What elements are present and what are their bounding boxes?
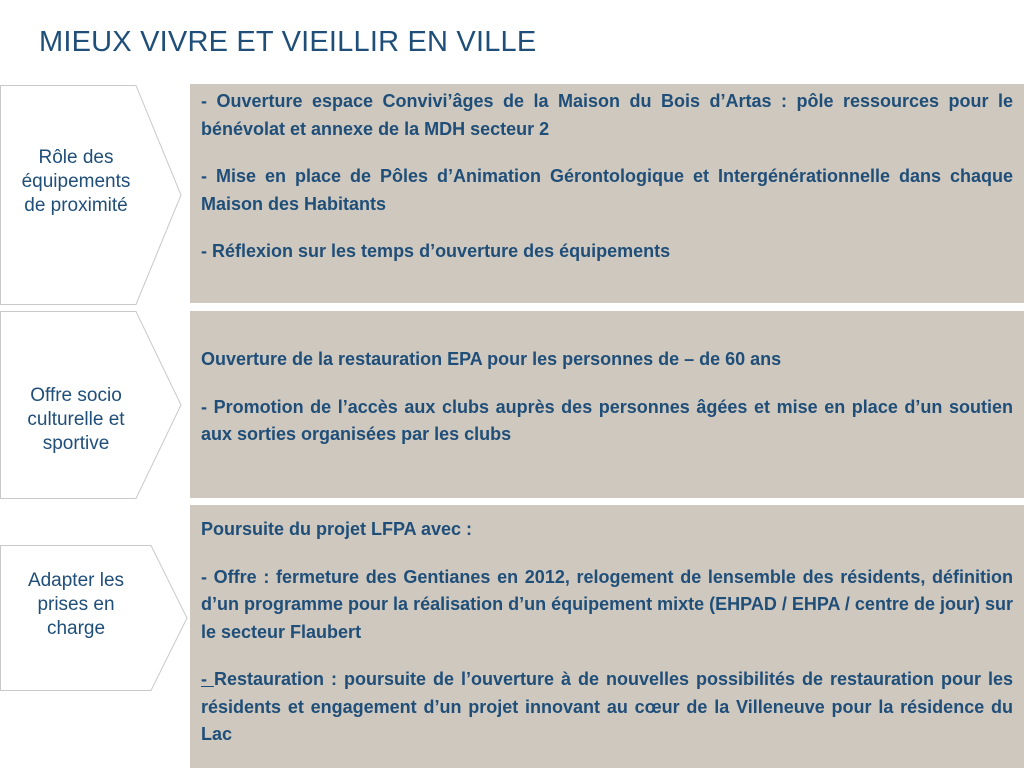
label-line: Rôle des [38,147,114,168]
label-line: culturelle et [27,409,125,430]
bullet-item: - Réflexion sur les temps d’ouverture des équipements [201,241,671,261]
section-label-adapter [0,569,152,641]
panel-equipements [190,84,1024,303]
page-title: MIEUX VIVRE ET VIEILLIR EN VILLE [39,26,537,58]
label-line: charge [46,618,106,639]
bullet-item: - Ouverture espace Convivi’âges de la Maison du Bois d’Artas : pôle ressources pour le bénévolat et annexe de la MDH secteur 2 [201,91,1013,139]
label-line: sportive [42,433,110,454]
panel-offre [190,311,1024,498]
bullet-item: - Offre : fermeture des Gentianes en 2012, relogement de lensemble des résidents, définition d’un programme pour la réalisation d’un équipement mixte (EHPAD / EHPA / centre de jour) sur le secteur Flaubert [201,566,1013,642]
bullet-item: Ouverture de la restauration EPA pour les personnes de – de 60 ans [201,349,782,369]
label-line: prises en [37,594,115,615]
label-line: Offre socio [30,385,122,406]
bullet-item: - Mise en place de Pôles d’Animation Gérontologique et Intergénérationnelle dans chaque Maison des Habitants [201,166,1013,214]
label-line: Adapter les [27,570,125,591]
panel-adapter [190,505,1024,768]
label-line: équipements [21,171,131,192]
bullet-item: Poursuite du projet LFPA avec : [201,519,473,539]
bullet-item: - Promotion de l’accès aux clubs auprès des personnes âgées et mise en place d’un soutien aux sorties organisées par les clubs [201,396,1013,444]
section-label-offre [0,384,152,456]
bullet-item: - Restauration : poursuite de l’ouverture à de nouvelles possibilités de restauration pour les résidents et engagement d’un projet innovant au cœur de la Villeneuve pour la résidence du Lac [201,669,1013,744]
section-label-equipements [0,146,152,218]
label-line: de proximité [24,195,128,216]
